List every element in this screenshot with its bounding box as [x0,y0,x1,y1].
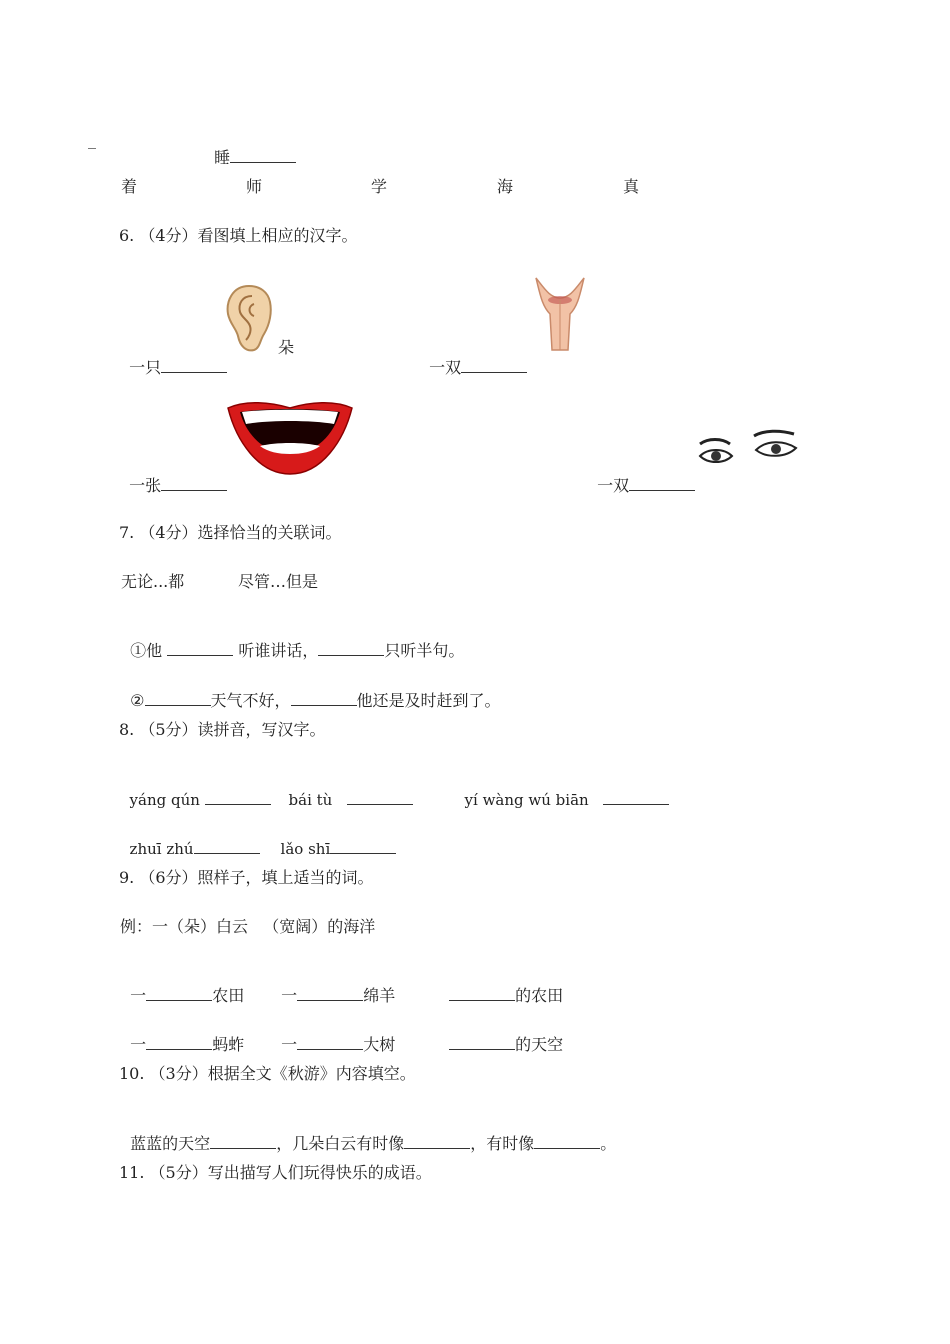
text: ，有时像 [470,1134,535,1153]
char-2: 师 [246,177,263,196]
answer-blank[interactable] [330,839,396,854]
q8-item-2 [279,770,413,810]
text: 蓝蓝的天空 [130,1134,211,1153]
answer-blank[interactable] [145,691,211,706]
q6-prefix: 一双 [597,476,630,495]
q6-item-mouth [119,456,227,496]
text: 听谁讲话， [238,641,319,660]
q6-title: 6. （4分）看图填上相应的汉字。 [119,226,358,245]
pinyin: bái tù [288,791,333,809]
answer-blank[interactable] [449,986,515,1001]
text: 绵羊 [363,986,396,1005]
q9-title: 9. （6分）照样子，填上适当的词。 [119,868,374,887]
text: 农田 [212,986,245,1005]
q7-option-1: 无论...都 [121,572,185,591]
q10-sentence [120,1114,616,1154]
answer-blank[interactable] [146,1035,212,1050]
answer-blank[interactable] [318,641,384,656]
ear-icon [224,282,274,354]
text: 一 [130,1035,147,1054]
answer-blank[interactable] [629,476,695,491]
text: 天气不好， [210,691,291,710]
answer-blank[interactable] [461,358,527,373]
pinyin: yáng qún [129,791,200,809]
q8-title: 8. （5分）读拼音，写汉字。 [119,720,326,739]
answer-blank[interactable] [230,148,296,163]
answer-blank[interactable] [297,1035,363,1050]
text: ② [130,691,145,710]
answer-blank[interactable] [161,476,227,491]
text: ①他 [130,641,163,660]
text: 他还是及时赶到了。 [356,691,501,710]
q11-title: 11. （5分）写出描写人们玩得快乐的成语。 [119,1163,432,1182]
answer-blank[interactable] [210,1134,276,1149]
q8-item-3 [455,770,669,810]
q9-row1-item3 [439,966,563,1006]
q7-title: 7. （4分）选择恰当的关联词。 [119,523,342,542]
char-4: 海 [497,177,514,196]
text: 只听半句。 [384,641,465,660]
text: 蚂蚱 [212,1035,245,1054]
answer-blank[interactable] [194,839,260,854]
answer-blank[interactable] [291,691,357,706]
text: 一 [281,1035,298,1054]
mouth-icon [226,400,354,476]
text: 一 [130,986,147,1005]
answer-blank[interactable] [167,641,233,656]
text: 。 [600,1134,617,1153]
answer-blank[interactable] [449,1035,515,1050]
answer-blank[interactable] [347,790,413,805]
answer-blank[interactable] [297,986,363,1001]
text: 的农田 [515,986,564,1005]
q7-line-2 [120,671,501,711]
q9-row1-item2 [271,966,395,1006]
answer-blank[interactable] [534,1134,600,1149]
q9-row2-item3 [439,1015,563,1055]
q6-prefix: 一只 [129,358,162,377]
q6-prefix: 一双 [429,358,462,377]
q7-option-2: 尽管…但是 [238,572,319,591]
q9-row2-item2 [271,1015,395,1055]
eyes-icon [696,426,800,470]
q9-example: 例：一（朵）白云 （宽阔）的海洋 [120,917,376,936]
sleep-word [204,128,296,168]
char-1: 着 [121,177,138,196]
q7-line-1 [120,621,464,661]
char-3: 学 [371,177,388,196]
q9-row1-item1 [120,966,244,1006]
q6-item-ear [119,338,227,378]
pinyin: lǎo shī [280,840,331,858]
answer-blank[interactable] [205,790,271,805]
answer-blank[interactable] [603,790,669,805]
q6-prefix: 一张 [129,476,162,495]
q10-title: 10. （3分）根据全文《秋游》内容填空。 [119,1064,416,1083]
q8-item-4 [120,819,260,859]
q8-item-1 [120,770,271,810]
text: ，几朵白云有时像 [276,1134,405,1153]
pinyin: zhuī zhú [129,840,194,858]
sleep-char: 睡 [214,148,231,167]
answer-blank[interactable] [146,986,212,1001]
q6-suffix: 朵 [278,338,295,357]
answer-blank[interactable] [404,1134,470,1149]
text: 大树 [363,1035,396,1054]
q9-row2-item1 [120,1015,244,1055]
pinyin: yí wàng wú biān [464,791,589,809]
text: 的天空 [515,1035,564,1054]
leading-dash: _ [88,130,96,149]
hands-icon [530,270,590,352]
q6-item-eyes [587,456,695,496]
q6-item-hands [419,338,527,378]
q8-item-5 [271,819,396,859]
char-5: 真 [623,177,640,196]
answer-blank[interactable] [161,358,227,373]
text: 一 [281,986,298,1005]
